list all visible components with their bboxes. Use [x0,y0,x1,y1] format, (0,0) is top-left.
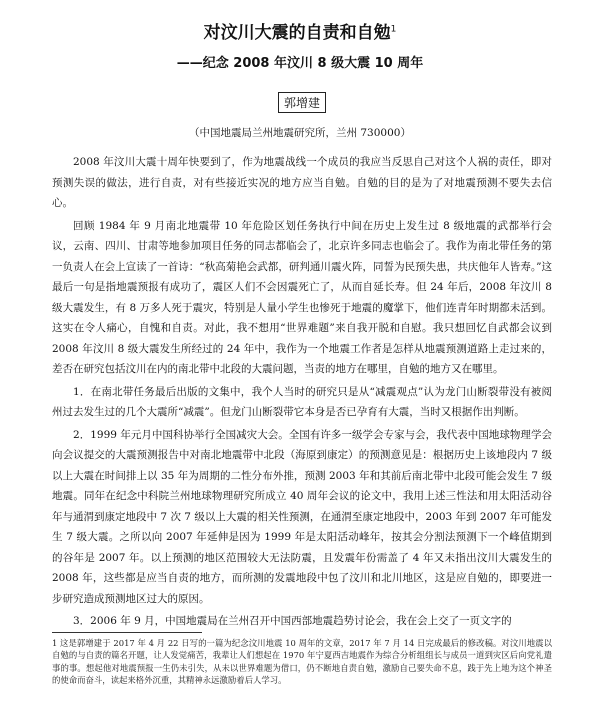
paragraph: 2008 年汶川大震十周年快要到了，作为地震战线一个成员的我应当反思自己对这个人祸的责任，即对预测失误的做法，进行自责，对有些接近实况的地方应当自勉。自勉的目的是为了对地震预测不要失去信心。 [52,156,552,209]
author-name: 郭增建 [278,92,326,113]
paper-title [0,18,600,43]
footnote: 1 这是郭增建于 2017 年 4 月 22 日写的一篇为纪念汶川地震 10 周年的文章，2017 年 7 月 14 日完成最后的修改稿。对汶川地震以自勉的与自责的篇名开题，让人发觉痛苦，我辈让人们想起在 1970 年宁夏西吉地震作为综合分析组组长与成员一道到灾区后向党礼遣事的事。想起他对地震预报一生仍未引失，从未以世界难题为借口，仍不断地自责自勉，激励自己要失命不息，践于先上地为这个神圣的使命而奋斗，读起来格外沉重，其精神永远激励着后人学习。 [52,638,552,686]
paragraph: 回顾 1984 年 9 月南北地震带 10 年危险区划任务执行中间在历史上发生过 8 级地震的武都举行会议，云南、四川、甘肃等地参加项目任务的同志都临会了，北京许多同志也临会了。我作为南北带任务的第一负责人在会上宣读了一首诗：“秋高菊艳会武都，研判通川震火阵，同誓为民预失患，共庆他年人皆寿。”这最后一句是指地震预报有成功了，震区人们不会因震死亡了，从而自延长寿。但 24 年后，2008 年汶川 8 级大震发生，有 8 万多人死于震灾，特别是人量小学生也惨死于地震的魔掌下，他们连青年时期都未活到。这实在令人痛心，自愧和自责。对此，我不想用“世界难题”来自我开脱和自慰。我只想回忆自武都会议到 2008 年汶川 8 级大震发生所经过的 24 年中，我作为一个地震工作者是怎样从地震预测道路上走过来的，差否在研究包括汶川在内的南北带中北段的大震问题，当责的地方在哪里，自勉的地方又在哪里。 [52,219,552,375]
paragraph: 3．2006 年 9 月，中国地震局在兰州召开中国西部地震趋势讨论会，我在会上交了一页文字的 [73,615,512,627]
body-text [52,152,552,632]
paragraph: 2．1999 年元月中国科协举行全国减灾大会。全国有许多一级学会专家与会，我代表中国地球物理学会向会议提交的大震预测报告中对南北地震带中北段（海原到康定）的预测意见是：根据历史上该地段内 7 级以上大震在时间排上以 35 年为周期的二性分布外推，预测 2003 年和其前后南北带中北段可能会发生 7 级地震。同年在纪念中科院兰州地球物理研究所成立 40 周年会议的论文中，我用上述三性法和用太阳活动谷年与通渭到康定地段中 7 次 7 级以上大震的相关性预测，在通渭至康定地段中，2003 年到 2007 年可能发生 7 级大震。之所以向 2007 年延伸是因为 1999 年是太阳活动峰年，按其会分割法预测下一个峰值期到的谷年是 2007 年。以上预测的地区范围较大无法防震，且发震年份需盖了 4 年又未指出汶川大震发生的 2008 年，这些都是应当自责的地方，而所测的发震地段中包了汶川和北川地区，这是应自勉的，即要进一步研究造成预测地区过大的原因。 [52,428,552,605]
footnote-divider [52,632,202,633]
footnote-marker: 1 [390,24,397,35]
author-affiliation: （中国地震局兰州地震研究所，兰州 730000） [189,127,411,139]
title-text: 对汶川大震的自责和自勉 [203,23,391,43]
paragraph: 1．在南北带任务最后出版的文集中，我个人当时的研究只是从“减震观点”认为龙门山断裂带没有被阅州过去发生过的几个大震所“减震”。但龙门山断裂带它本身是否已孕育有大震，当时又根据作出判断。 [52,385,552,418]
paper-subtitle: ——纪念 2008 年汶川 8 级大震 10 周年 [176,56,424,71]
